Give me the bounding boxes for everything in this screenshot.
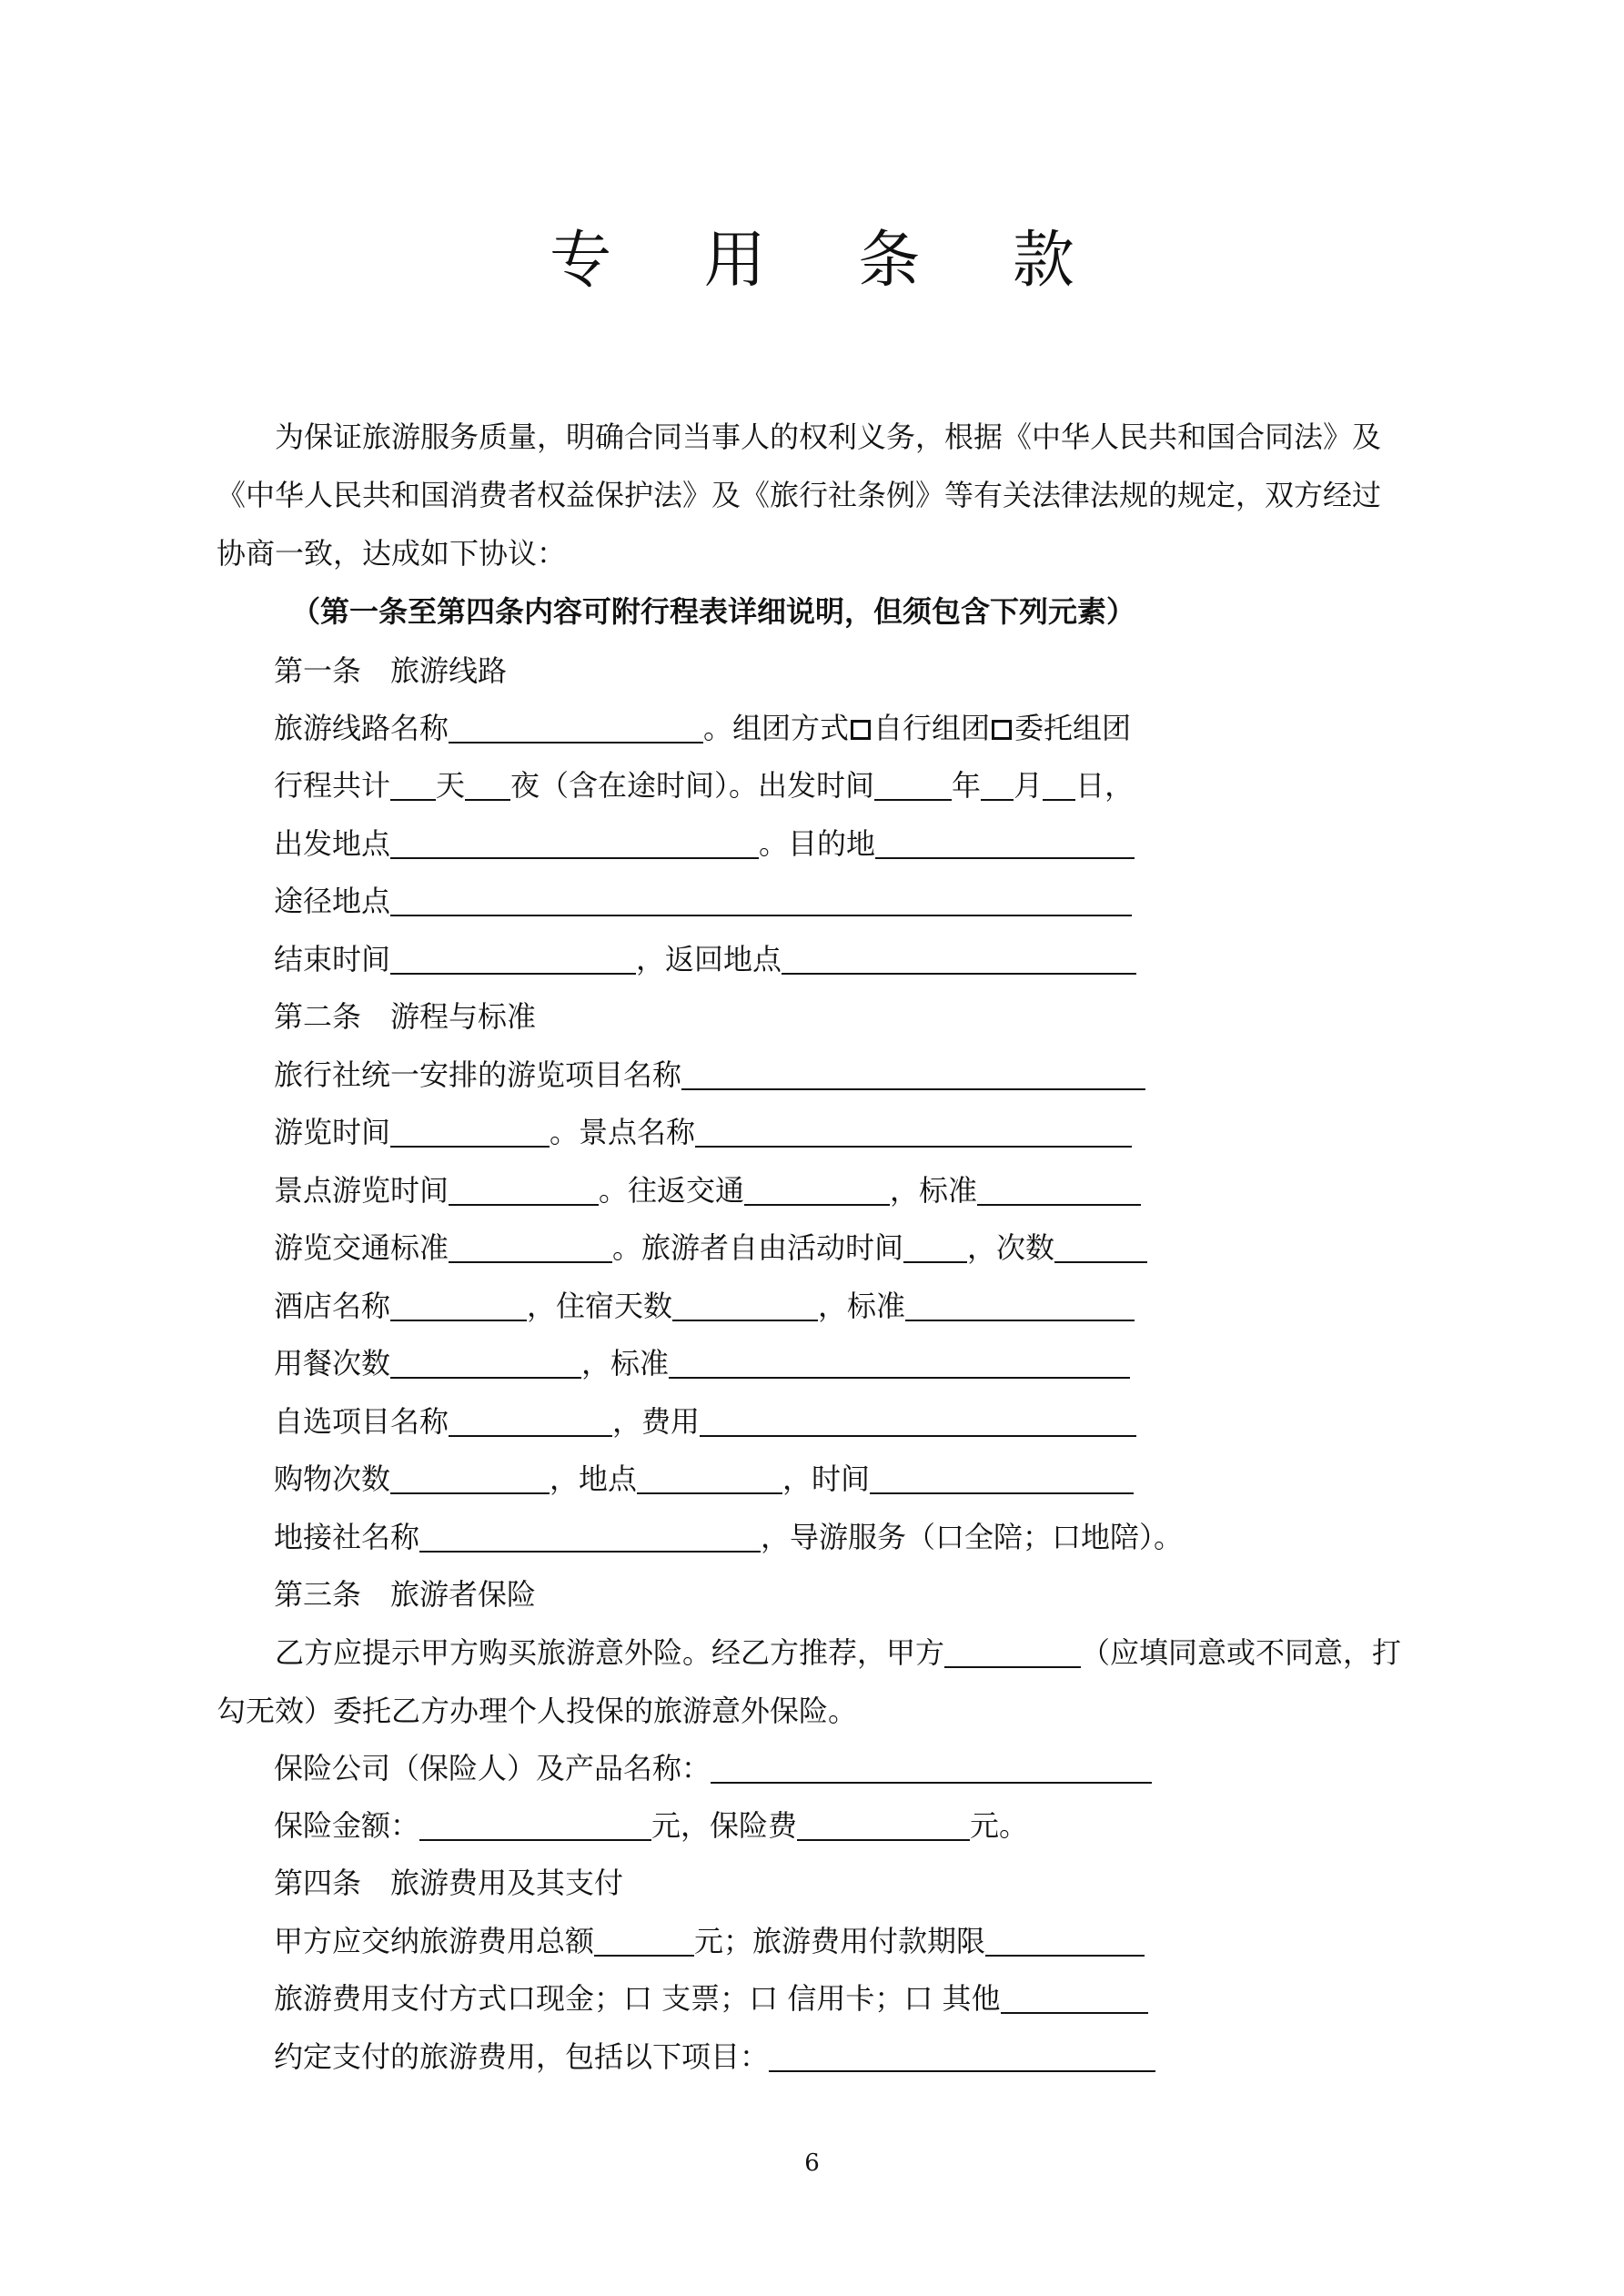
transport-standard-label: ，标准 xyxy=(890,1173,978,1208)
stay-days-blank[interactable] xyxy=(672,1289,818,1321)
free-count-blank[interactable] xyxy=(1054,1230,1147,1263)
via-places-label: 途径地点 xyxy=(274,884,391,918)
meals-standard-label: ，标准 xyxy=(581,1346,670,1381)
premium-unit: 元。 xyxy=(970,1808,1029,1843)
self-organized-label: 自行组团 xyxy=(873,711,991,745)
intro-paragraph: 为保证旅游服务质量，明确合同当事人的权利义务，根据《中华人民共和国合同法》及《中华人民共和国消费者权益保护法》及《旅行社条例》等有关法律法规的规定，双方经过协商一致，达成如下协议： xyxy=(217,420,1382,571)
total-fee-line xyxy=(274,1918,1145,1964)
departure-place-line xyxy=(274,821,1135,866)
premium-blank[interactable] xyxy=(797,1808,970,1841)
payment-method-label: 旅游费用支付方式口现金；口 支票；口 信用卡；口 其他 xyxy=(274,1981,1001,2016)
fee-items-line xyxy=(274,2034,1155,2079)
day-blank[interactable] xyxy=(1043,768,1075,801)
entrusted-checkbox[interactable] xyxy=(992,720,1012,740)
tour-transport-line xyxy=(274,1225,1147,1270)
end-time-blank[interactable] xyxy=(390,942,636,975)
days-blank[interactable] xyxy=(390,768,436,801)
route-name-blank[interactable] xyxy=(449,711,703,743)
insurance-prompt-text: 乙方应提示甲方购买旅游意外险。经乙方推荐，甲方 xyxy=(275,1635,945,1670)
stay-days-label: ，住宿天数 xyxy=(527,1289,673,1323)
insurance-consent-blank[interactable] xyxy=(944,1635,1081,1668)
optional-fee-label: ，费用 xyxy=(612,1404,701,1439)
sightseeing-time-label: 游览时间 xyxy=(274,1115,391,1149)
payment-deadline-label: 元；旅游费用付款期限 xyxy=(694,1924,986,1958)
payment-deadline-blank[interactable] xyxy=(985,1924,1145,1957)
premium-label: 元，保险费 xyxy=(651,1808,798,1843)
insurance-amount-line xyxy=(274,1803,1028,1848)
optional-items-blank[interactable] xyxy=(449,1404,612,1437)
free-time-label: 。旅游者自由活动时间 xyxy=(612,1230,904,1265)
shopping-time-label: ，时间 xyxy=(782,1462,871,1496)
sightseeing-items-label: 旅行社统一安排的游览项目名称 xyxy=(274,1057,682,1092)
fee-items-blank[interactable] xyxy=(769,2039,1155,2072)
article-2-heading: 第二条 游程与标准 xyxy=(274,999,537,1034)
self-organized-checkbox[interactable] xyxy=(851,720,871,740)
end-time-line xyxy=(274,936,1136,982)
insurer-line xyxy=(274,1745,1152,1791)
departure-place-label: 出发地点 xyxy=(274,826,391,861)
optional-items-line xyxy=(274,1399,1136,1444)
optional-fee-blank[interactable] xyxy=(700,1404,1136,1437)
nights-blank[interactable] xyxy=(465,768,510,801)
month-label: 月 xyxy=(1014,768,1044,803)
transport-standard-blank[interactable] xyxy=(977,1173,1141,1206)
scenic-spot-label: 。景点名称 xyxy=(550,1115,696,1149)
insurer-label: 保险公司（保险人）及产品名称： xyxy=(274,1751,711,1785)
route-name-line xyxy=(274,705,1131,751)
shopping-count-blank[interactable] xyxy=(390,1462,550,1494)
meals-standard-blank[interactable] xyxy=(669,1346,1130,1379)
hotel-standard-blank[interactable] xyxy=(905,1289,1135,1321)
sightseeing-time-line xyxy=(274,1109,1132,1155)
hotel-name-blank[interactable] xyxy=(390,1289,527,1321)
fee-items-label: 约定支付的旅游费用，包括以下项目： xyxy=(274,2039,770,2074)
free-time-blank[interactable] xyxy=(903,1230,967,1263)
article-4-heading: 第四条 旅游费用及其支付 xyxy=(274,1866,624,1900)
itinerary-duration-line xyxy=(274,763,1134,808)
insurer-blank[interactable] xyxy=(711,1751,1152,1784)
meals-line xyxy=(274,1340,1130,1386)
tour-transport-blank[interactable] xyxy=(449,1230,612,1263)
sightseeing-time-blank[interactable] xyxy=(390,1115,550,1148)
shopping-count-label: 购物次数 xyxy=(274,1462,391,1496)
sightseeing-items-line xyxy=(274,1052,1145,1097)
article-1-heading: 第一条 旅游线路 xyxy=(274,653,508,688)
destination-blank[interactable] xyxy=(875,826,1135,859)
total-fee-label: 甲方应交纳旅游费用总额 xyxy=(274,1924,595,1958)
hotel-line xyxy=(274,1283,1135,1329)
local-agency-blank[interactable] xyxy=(419,1520,761,1553)
year-blank[interactable] xyxy=(874,768,952,801)
insurance-entrust-text: （应填同意或不同意，打勾无效）委托乙方办理个人投保的旅游意外保险。 xyxy=(217,1635,1402,1728)
year-label: 年 xyxy=(952,768,982,803)
note-line: （第一条至第四条内容可附行程表详细说明，但须包含下列元素） xyxy=(291,594,1136,629)
route-name-label: 旅游线路名称 xyxy=(274,711,449,745)
via-places-line xyxy=(274,878,1132,924)
hotel-name-label: 酒店名称 xyxy=(274,1289,391,1323)
return-place-blank[interactable] xyxy=(782,942,1136,975)
return-place-label: ，返回地点 xyxy=(636,942,782,976)
optional-items-label: 自选项目名称 xyxy=(274,1404,449,1439)
scenic-spot-blank[interactable] xyxy=(695,1115,1132,1148)
page-number: 6 xyxy=(804,2149,820,2177)
total-fee-blank[interactable] xyxy=(594,1924,694,1957)
destination-label: 。目的地 xyxy=(759,826,876,861)
article-3-heading: 第三条 旅游者保险 xyxy=(274,1577,537,1612)
nights-departure-label: 夜（含在途时间）。出发时间 xyxy=(510,768,875,803)
meals-count-label: 用餐次数 xyxy=(274,1346,391,1381)
shopping-place-blank[interactable] xyxy=(637,1462,782,1494)
free-count-label: ，次数 xyxy=(967,1230,1055,1265)
round-trip-transport-label: 。往返交通 xyxy=(599,1173,745,1208)
spot-time-label: 景点游览时间 xyxy=(274,1173,449,1208)
shopping-line xyxy=(274,1456,1134,1502)
guide-service-label: ，导游服务（口全陪；口地陪）。 xyxy=(761,1520,1184,1554)
itinerary-total-label: 行程共计 xyxy=(274,768,391,803)
day-label: 日， xyxy=(1075,768,1135,803)
via-places-blank[interactable] xyxy=(390,884,1132,916)
insured-amount-blank[interactable] xyxy=(419,1808,651,1841)
spot-time-line xyxy=(274,1168,1141,1213)
spot-time-blank[interactable] xyxy=(449,1173,599,1206)
insured-amount-label: 保险金额： xyxy=(274,1808,420,1843)
departure-place-blank[interactable] xyxy=(390,826,759,859)
entrusted-label: 委托组团 xyxy=(1014,711,1132,745)
meals-count-blank[interactable] xyxy=(390,1346,581,1379)
payment-method-line xyxy=(274,1976,1148,2021)
local-agency-label: 地接社名称 xyxy=(274,1520,420,1554)
group-mode-label: 。组团方式 xyxy=(703,711,850,745)
local-agency-line xyxy=(274,1514,1183,1560)
payment-other-blank[interactable] xyxy=(1001,1981,1148,2014)
round-trip-transport-blank[interactable] xyxy=(744,1173,890,1206)
tour-transport-label: 游览交通标准 xyxy=(274,1230,449,1265)
hotel-standard-label: ，标准 xyxy=(818,1289,906,1323)
end-time-label: 结束时间 xyxy=(274,942,391,976)
insurance-paragraph xyxy=(217,1623,1404,1740)
month-blank[interactable] xyxy=(981,768,1014,801)
sightseeing-items-blank[interactable] xyxy=(681,1057,1145,1090)
shopping-time-blank[interactable] xyxy=(870,1462,1134,1494)
page-title: 专 用 条 款 xyxy=(550,225,1111,297)
shopping-place-label: ，地点 xyxy=(550,1462,638,1496)
days-label: 天 xyxy=(436,768,466,803)
